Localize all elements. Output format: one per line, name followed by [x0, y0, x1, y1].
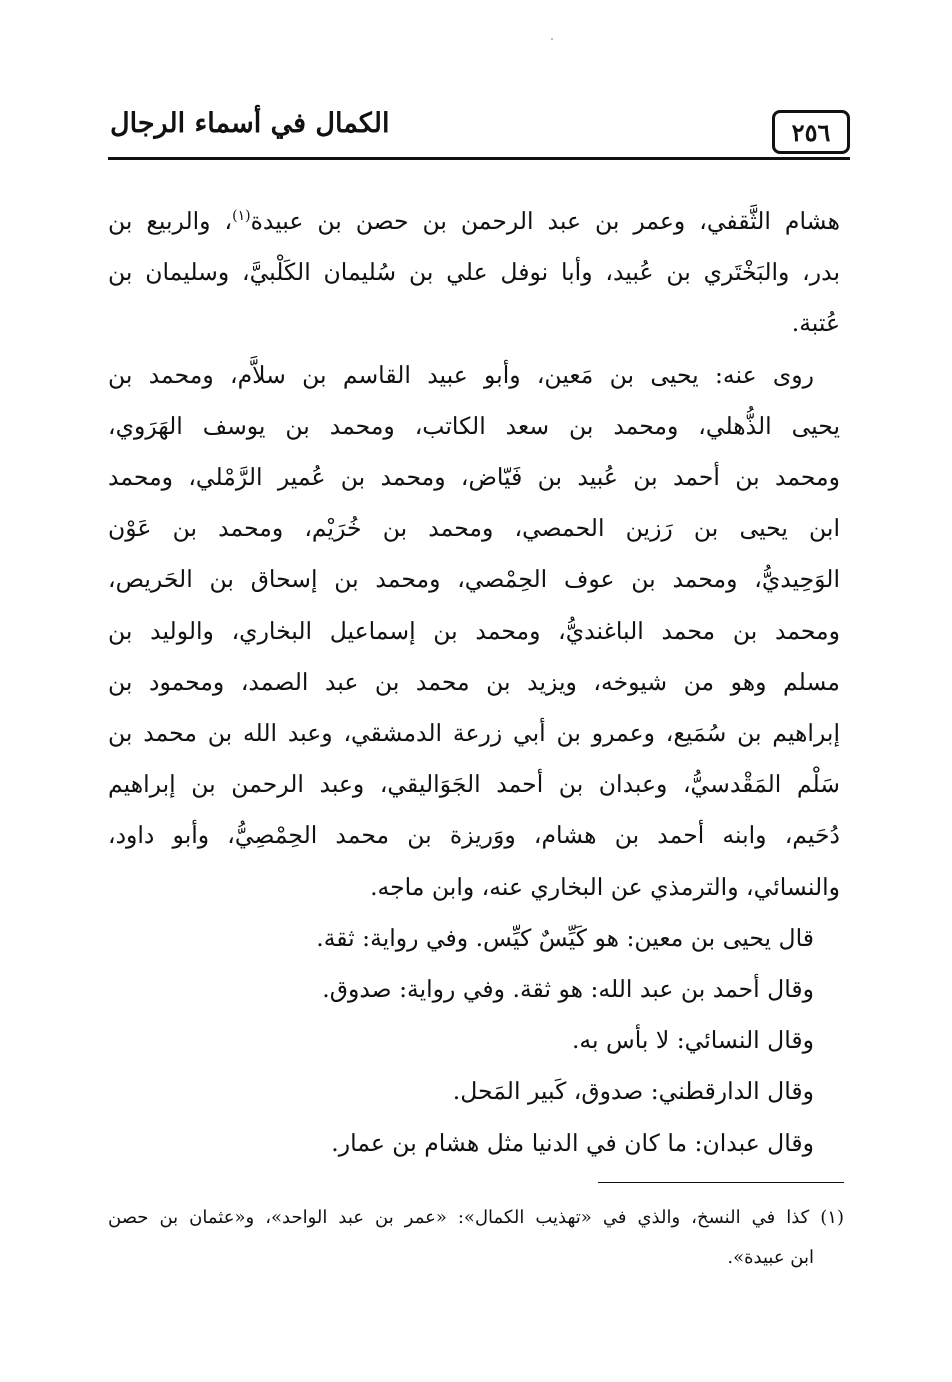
- footnote-ref[interactable]: (١): [232, 208, 251, 225]
- text-line: سَلْم المَقْدسيُّ، وعبدان بن أحمد الجَوَاليقي، وعبد الرحمن بن إبراهيم: [108, 770, 840, 799]
- text-line: ابن يحيى بن رَزين الحمصي، ومحمد بن خُرَيْم، ومحمد بن عَوْن: [108, 514, 840, 543]
- text-line: يحيى الذُّهلي، ومحمد بن سعد الكاتب، ومحمد بن يوسف الهَرَوي،: [108, 411, 840, 440]
- page-number: ٢٥٦: [772, 110, 850, 154]
- header-rule: [108, 157, 850, 160]
- paragraph-teachers: [108, 196, 840, 350]
- quote-line: وقال عبدان: ما كان في الدنيا مثل هشام بن عمار.: [331, 1128, 814, 1157]
- quote-line: وقال النسائي: لا بأس به.: [571, 1026, 814, 1055]
- text-line: بدر، والبَخْتَري بن عُبيد، وأبا نوفل علي بن سُليمان الكَلْبيَّ، وسليمان بن: [108, 258, 840, 287]
- text-line: والنسائي، والترمذي عن البخاري عنه، وابن ماجه.: [370, 872, 840, 901]
- text-line: ومحمد بن أحمد بن عُبيد بن فَيّاض، ومحمد بن عُمير الرَّمْلي، ومحمد: [108, 463, 840, 492]
- footnote-line: ابن عبيدة».: [727, 1247, 814, 1268]
- text-line: هشام الثَّقفي، وعمر بن عبد الرحمن بن حصن بن عبيدة$^{(١)}$، والربيع بن: [108, 207, 840, 235]
- footnotes: [108, 1198, 844, 1278]
- footnote-line: (١) كذا في النسخ، والذي في «تهذيب الكمال»: «عمر بن عبد الواحد»، و«عثمان بن حصن: [108, 1207, 844, 1228]
- text-line: إبراهيم بن سُمَيع، وعمرو بن أبي زرعة الدمشقي، وعبد الله بن محمد بن: [108, 719, 840, 748]
- text-line: الوَحِيديُّ، ومحمد بن عوف الحِمْصي، ومحمد بن إسحاق بن الحَريص،: [108, 565, 840, 594]
- scan-dot: [551, 38, 553, 40]
- text-line: روى عنه: يحيى بن مَعين، وأبو عبيد القاسم بن سلاَّم، ومحمد بن: [108, 360, 814, 389]
- text-line: مسلم وهو من شيوخه، ويزيد بن محمد بن عبد الصمد، ومحمود بن: [108, 667, 840, 696]
- paragraph-gradings: [108, 913, 840, 1169]
- text-line: عُتبة.: [791, 309, 840, 338]
- book-title: الكمال في أسماء الرجال: [110, 108, 390, 139]
- text-line: ومحمد بن محمد الباغنديُّ، ومحمد بن إسماعيل البخاري، والوليد بن: [108, 616, 840, 645]
- footnote-separator: [598, 1182, 844, 1183]
- quote-line: وقال أحمد بن عبد الله: هو ثقة. وفي رواية: صدوق.: [322, 975, 814, 1004]
- paragraph-students: [108, 350, 840, 913]
- page-header: [100, 104, 852, 160]
- quote-line: قال يحيى بن معين: هو كَيِّسٌ كيِّس. وفي رواية: ثقة.: [316, 923, 814, 952]
- text-line: دُحَيم، وابنه أحمد بن هشام، ووَريزة بن محمد الحِمْصِيُّ، وأبو داود،: [108, 821, 840, 850]
- main-text: [108, 196, 840, 1169]
- quote-line: وقال الدارقطني: صدوق، كَبير المَحل.: [452, 1077, 814, 1106]
